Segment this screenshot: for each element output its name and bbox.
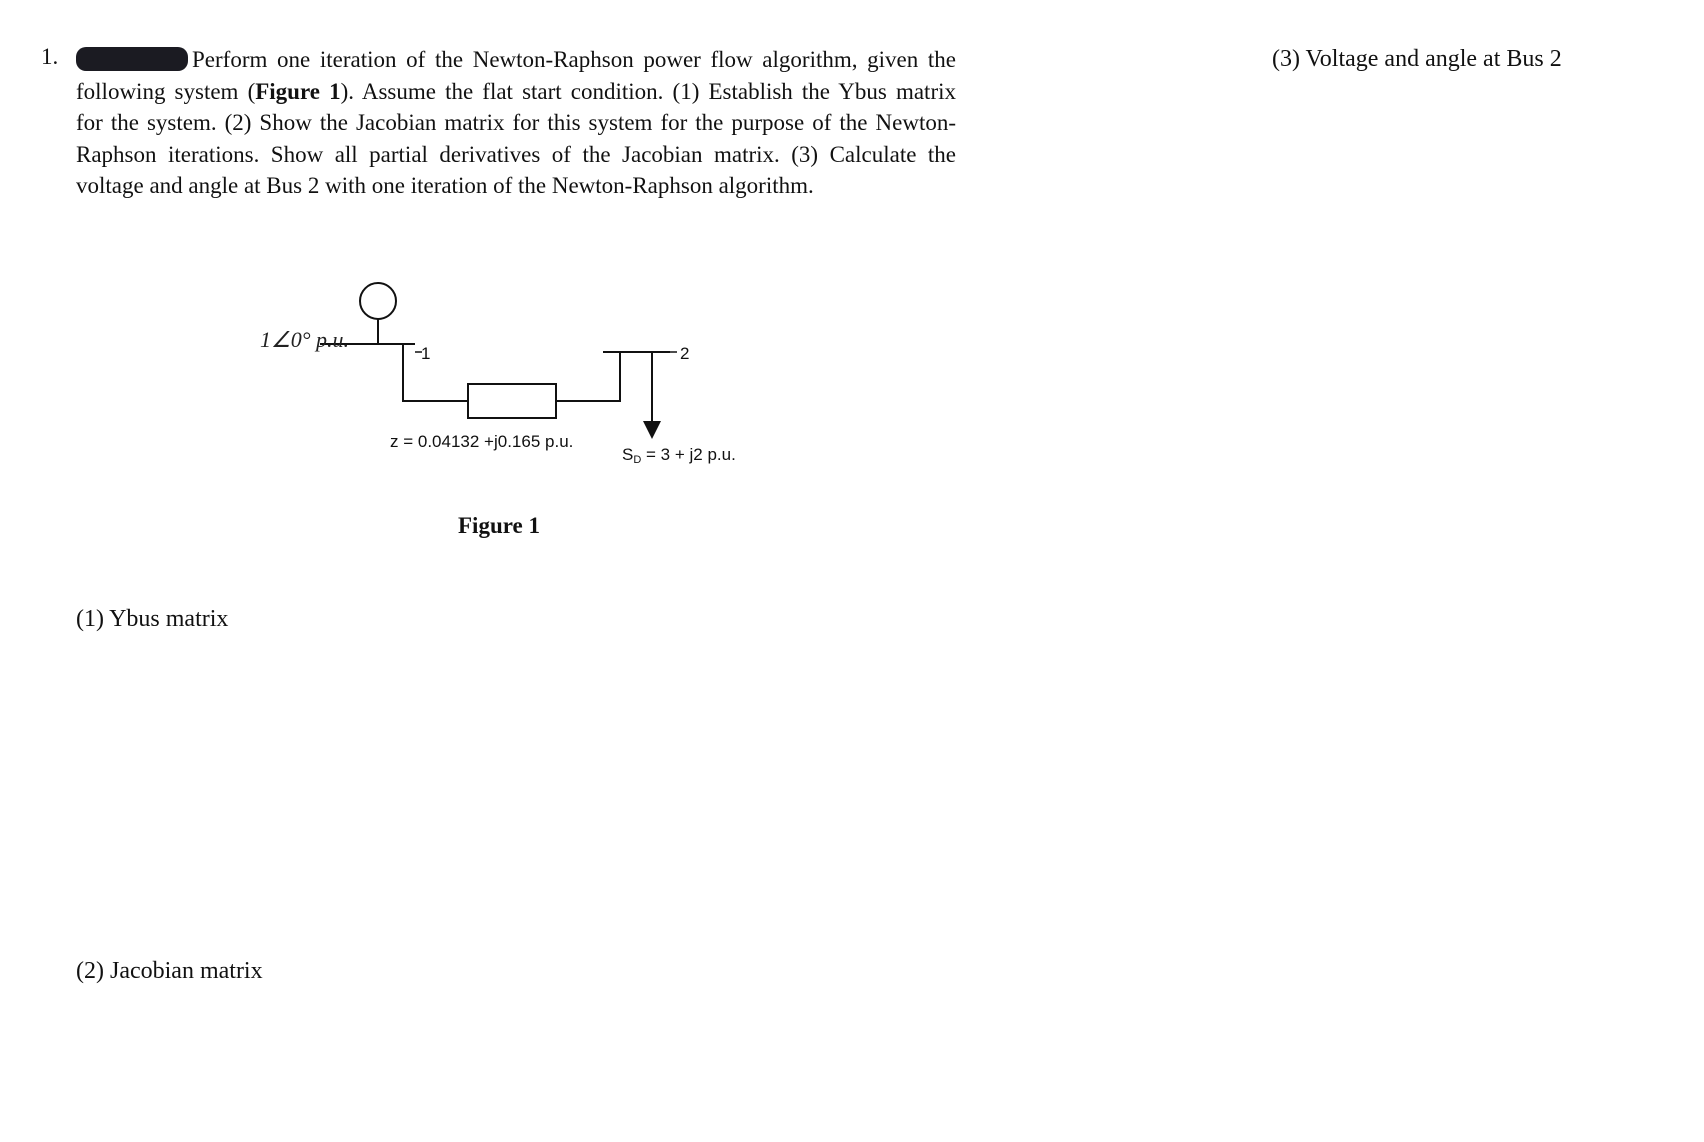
question-text: [76, 44, 956, 202]
question-line-5: voltage and angle at Bus 2 with one iteration of the Newton-Raphson algorithm.: [76, 173, 814, 198]
redaction-mark: [76, 47, 188, 71]
question-line-3: for the system. (2) Show the Jacobian matrix for this system for the purpose of the Newton-: [76, 110, 956, 135]
voltage-angle-heading: (3) Voltage and angle at Bus 2: [1272, 46, 1562, 72]
question-line-2: following system (Figure 1). Assume the flat start condition. (1) Establish the Ybus matrix: [76, 78, 956, 104]
ybus-heading: (1) Ybus matrix: [76, 606, 229, 632]
bus-1-label: 1: [421, 344, 431, 363]
impedance-label: z = 0.04132 +j0.165 p.u.: [390, 432, 574, 451]
source-voltage-label: 1∠0° p.u.: [260, 327, 350, 352]
figure-reference: Figure 1: [255, 78, 341, 104]
load-label: SD = 3 + j2 p.u.: [622, 445, 736, 466]
question-line-4: Raphson iterations. Show all partial derivatives of the Jacobian matrix. (3) Calculate the: [76, 141, 956, 167]
question-line-1: Perform one iteration of the Newton-Raphson power flow algorithm, given the: [76, 44, 956, 76]
question-number: 1.: [41, 44, 59, 69]
load-arrow-icon: [643, 421, 661, 439]
power-system-diagram: [250, 275, 810, 485]
bus-2-label: 2: [680, 344, 690, 363]
jacobian-heading: (2) Jacobian matrix: [76, 958, 263, 984]
figure-caption: Figure 1: [458, 513, 540, 538]
generator-icon: [360, 283, 396, 319]
line-impedance-box: [468, 384, 556, 418]
